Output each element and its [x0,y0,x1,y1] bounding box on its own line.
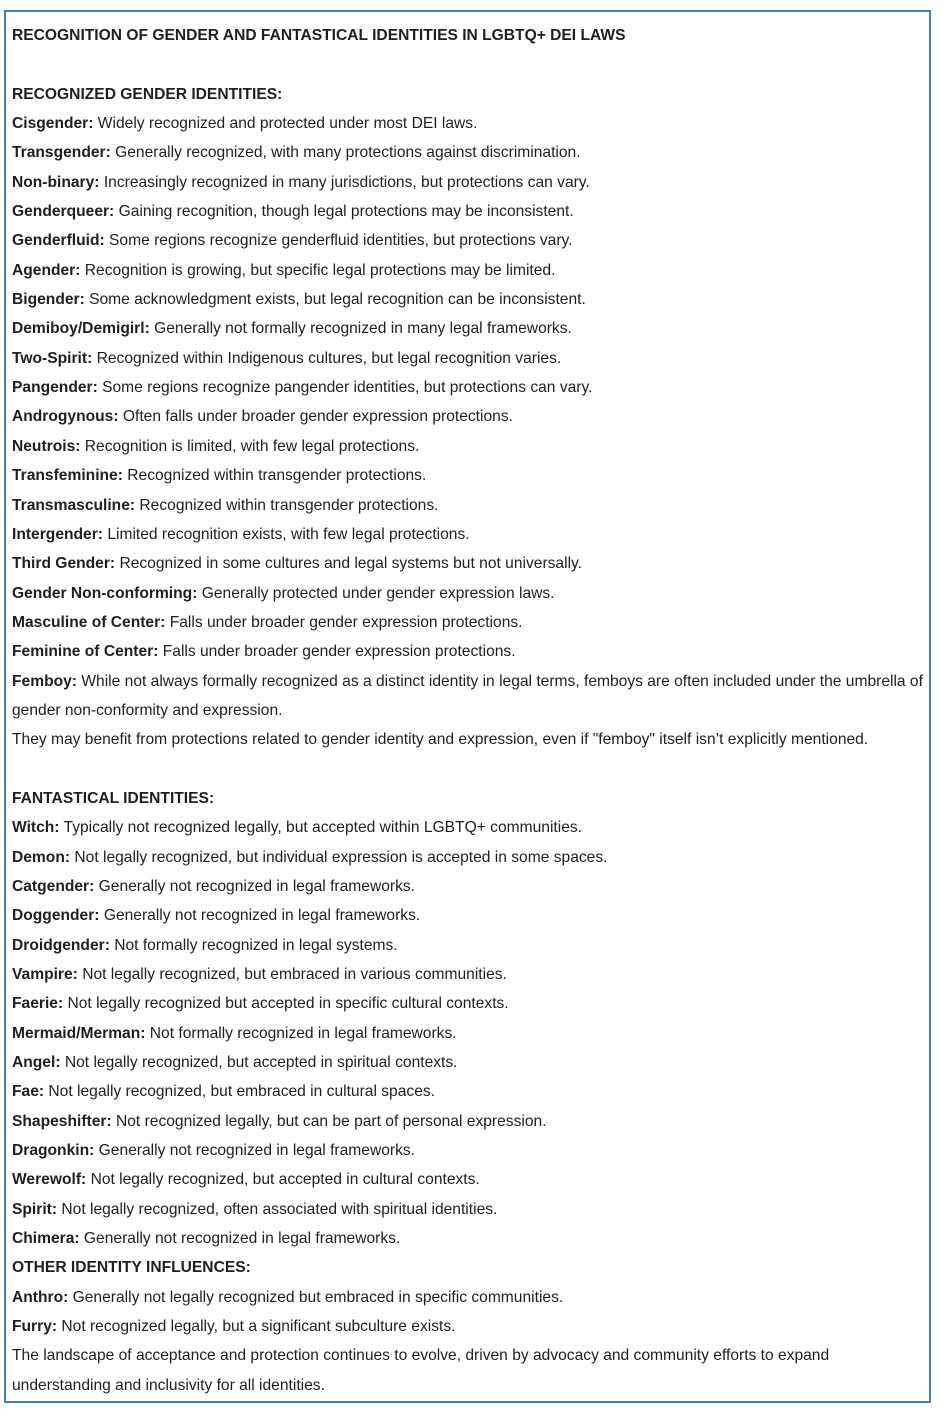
list-item [12,285,927,314]
list-item [12,579,927,608]
item-description: Not legally recognized, often associated with spiritual identities. [57,1200,498,1218]
item-term: Intergender: [12,525,103,543]
item-term: Pangender: [12,379,98,397]
item-term: Androgynous: [12,408,119,426]
item-description: Not formally recognized in legal frameworks. [145,1024,457,1042]
list-item [12,402,927,431]
item-term: Agender: [12,261,81,279]
other-section-heading: OTHER IDENTITY INFLUENCES: [12,1259,251,1277]
item-term: Spirit: [12,1200,58,1218]
item-description: Generally not recognized in legal frameworks. [99,907,421,925]
list-item [12,549,927,578]
list-item [12,931,927,960]
item-description: Recognition is limited, with few legal protections. [80,437,420,455]
item-description: Widely recognized and protected under most DEI laws. [93,115,478,133]
item-term: Neutrois: [12,437,81,455]
gender-section-heading: RECOGNIZED GENDER IDENTITIES: [12,85,283,103]
list-item [12,520,927,549]
item-term: Anthro: [12,1288,69,1306]
item-description: Not legally recognized, but accepted in spiritual contexts. [60,1054,458,1072]
item-term: Genderfluid: [12,232,105,250]
list-item [12,1283,927,1312]
closing-paragraph: The landscape of acceptance and protection continues to evolve, driven by advocacy and community efforts to expand understanding and inclusivity for all identities. [12,1347,830,1394]
list-item [12,1224,927,1253]
gender-identity-list [12,109,927,755]
item-description: Not formally recognized in legal systems. [109,936,398,954]
list-item [12,637,927,666]
item-term: Mermaid/Merman: [12,1024,146,1042]
list-item [12,256,927,285]
list-item [12,432,927,461]
document-title: RECOGNITION OF GENDER AND FANTASTICAL IDENTITIES IN LGBTQ+ DEI LAWS [12,27,626,44]
item-description: Generally protected under gender expression laws. [197,584,555,602]
fantastical-section-heading: FANTASTICAL IDENTITIES: [12,789,215,807]
item-description: Generally not formally recognized in many legal frameworks. [149,320,572,338]
list-item [12,960,927,989]
list-item [12,608,927,637]
list-item [12,138,927,167]
item-description: Limited recognition exists, with few legal protections. [102,525,470,543]
item-description: Generally not recognized in legal frameworks. [79,1230,401,1248]
item-description: Generally not recognized in legal frameworks. [94,877,416,895]
fantastical-identity-list [12,813,927,1253]
item-term: Transfeminine: [12,467,123,485]
list-item [12,1048,927,1077]
item-description: Not legally recognized, but accepted in cultural contexts. [86,1171,480,1189]
list-item [12,226,927,255]
item-description: Gaining recognition, though legal protections may be inconsistent. [114,203,574,221]
item-description: Recognized within Indigenous cultures, but legal recognition varies. [92,349,562,367]
item-term: Two-Spirit: [12,349,93,367]
item-term: Transmasculine: [12,496,136,514]
spacer [12,50,927,79]
item-description: Some acknowledgment exists, but legal recognition can be inconsistent. [84,291,586,309]
item-description: Often falls under broader gender expression protections. [118,408,513,426]
list-item [12,667,927,726]
item-description: Not recognized legally, but can be part of personal expression. [111,1112,547,1130]
item-term: Droidgender: [12,936,110,954]
item-term: Feminine of Center: [12,643,159,661]
list-item [12,1136,927,1165]
item-term: Chimera: [12,1230,80,1248]
list-item [12,1107,927,1136]
list-item [12,843,927,872]
list-item [12,1077,927,1106]
item-term: Catgender: [12,877,95,895]
item-description: Increasingly recognized in many jurisdictions, but protections can vary. [99,173,590,191]
item-description: Recognized within transgender protections. [135,496,439,514]
item-term: Angel: [12,1054,61,1072]
item-description: Some regions recognize genderfluid identities, but protections vary. [104,232,573,250]
item-description: Generally recognized, with many protections against discrimination. [110,144,581,162]
item-term: Werewolf: [12,1171,87,1189]
item-term: Doggender: [12,907,100,925]
item-term: Gender Non-conforming: [12,584,198,602]
item-term: Vampire: [12,966,78,983]
item-description: Typically not recognized legally, but accepted within LGBTQ+ communities. [59,819,583,837]
list-item [12,109,927,138]
item-term: Bigender: [12,291,85,309]
list-item [12,1165,927,1194]
item-description: While not always formally recognized as a distinct identity in legal terms, femboys are often included under the umbrella of gender non-conformity and expression. [12,672,923,719]
list-item [12,461,927,490]
item-description: Some regions recognize pangender identities, but protections can vary. [97,379,593,397]
item-term: Witch: [12,819,60,837]
item-term: Femboy: [12,672,77,690]
item-description: Not legally recognized but accepted in specific cultural contexts. [63,995,509,1013]
item-description: Generally not legally recognized but embraced in specific communities. [68,1288,564,1306]
item-description: Not recognized legally, but a significant subculture exists. [57,1318,456,1336]
item-description: Falls under broader gender expression protections. [165,613,523,631]
item-description: Recognition is growing, but specific legal protections may be limited. [80,261,556,279]
item-term: Non-binary: [12,173,100,191]
item-term: Fae: [12,1083,45,1101]
item-term: Demiboy/Demigirl: [12,320,150,338]
item-description: Recognized within transgender protections. [122,467,427,485]
item-term: Cisgender: [12,115,94,133]
item-description: Falls under broader gender expression protections. [158,643,516,661]
list-item [12,314,927,343]
item-term: Third Gender: [12,555,116,573]
other-identity-list [12,1283,927,1342]
list-item [12,813,927,842]
item-term: Demon: [12,848,71,866]
document-body [12,21,927,1400]
item-term: Transgender: [12,144,111,162]
list-item [12,989,927,1018]
femboy-note: They may benefit from protections related to gender identity and expression, even if "femboy" itself isn’t explicitly mentioned. [12,731,869,749]
item-term: Faerie: [12,995,64,1013]
list-item [12,491,927,520]
spacer [12,755,927,784]
item-term: Shapeshifter: [12,1112,112,1130]
list-item [12,1195,927,1224]
item-description: Not legally recognized, but embraced in various communities. [77,966,507,983]
item-term: Genderqueer: [12,203,115,221]
item-term: Masculine of Center: [12,613,166,631]
list-item [12,872,927,901]
item-term: Furry: [12,1318,58,1336]
list-item [12,1312,927,1341]
list-item [12,168,927,197]
item-description: Not legally recognized, but embraced in cultural spaces. [44,1083,435,1101]
list-item [12,373,927,402]
item-description: Not legally recognized, but individual expression is accepted in some spaces. [70,848,608,866]
item-description: Generally not recognized in legal frameworks. [94,1142,416,1160]
list-item [12,197,927,226]
item-term: Dragonkin: [12,1142,95,1160]
list-item [12,344,927,373]
list-item [12,1019,927,1048]
list-item [12,901,927,930]
item-description: Recognized in some cultures and legal systems but not universally. [115,555,583,573]
